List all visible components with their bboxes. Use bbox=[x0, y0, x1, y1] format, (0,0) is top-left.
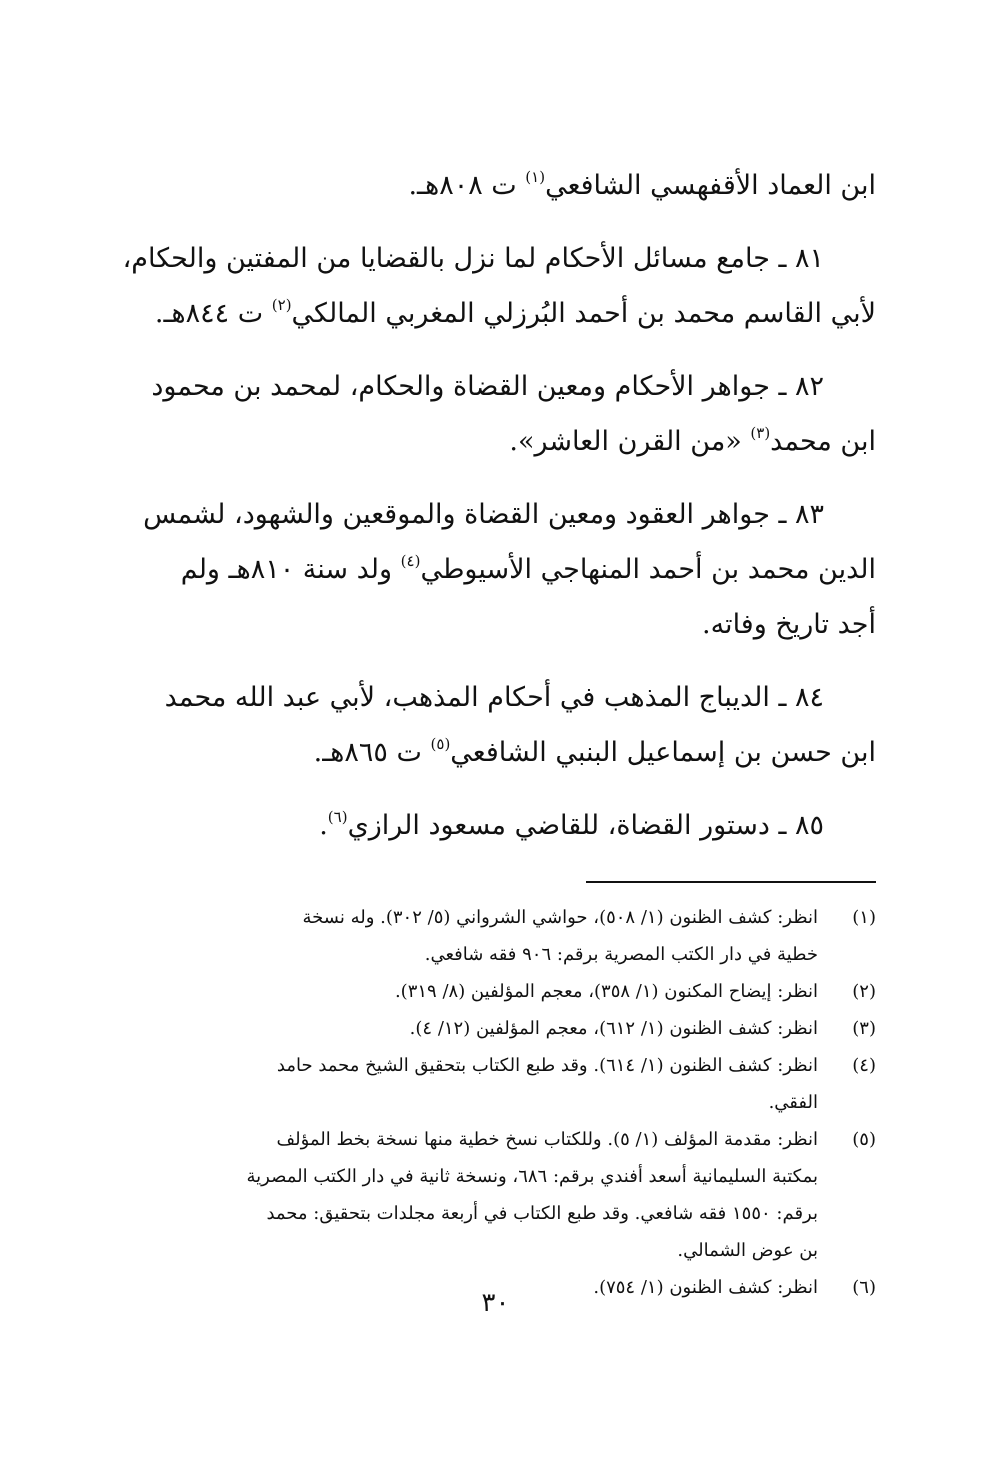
footnote-text: انظر: إيضاح المكنون (١/ ٣٥٨)، معجم المؤلفين (٨/ ٣١٩). bbox=[394, 981, 818, 1002]
text-line: أجد تاريخ وفاته. bbox=[702, 609, 876, 640]
footnote-ref[interactable]: (٢) bbox=[271, 296, 292, 314]
footnote-ref[interactable]: (٣) bbox=[750, 424, 771, 442]
text-line: ٨٥ ـ دستور القضاة، للقاضي مسعود الرازي$^{(٦)}$. bbox=[319, 808, 824, 841]
entry-80-continuation bbox=[118, 158, 876, 213]
entry-84 bbox=[118, 670, 876, 780]
footnote-2 bbox=[118, 973, 876, 1010]
text-line: ٨٢ ـ جواهر الأحكام ومعين القضاة والحكام، لمحمد بن محمود bbox=[151, 371, 824, 402]
footnote-separator bbox=[586, 881, 876, 883]
footnote-text: انظر: مقدمة المؤلف (١/ ٥). وللكتاب نسخ خطية منها نسخة بخط المؤلف بمكتبة السليمانية أسعد أفندي برقم: ٦٨٦، ونسخة ثانية في دار الكتب المصرية برقم: ١٥٥٠ فقه شافعي. وقد طبع الكتاب في أربعة مجلدات بتحقيق: محمد بن عوض الشمالي. bbox=[246, 1129, 818, 1261]
text-line: ابن محمد$^{(٣)}$ «من القرن العاشر». bbox=[509, 424, 876, 457]
footnote-number: (٦) bbox=[852, 1277, 876, 1298]
text-line: ابن حسن بن إسماعيل البنبي الشافعي$^{(٥)}$ ت ٨٦٥هـ. bbox=[313, 735, 876, 768]
footnote-text: انظر: كشف الظنون (١/ ٦١٤). وقد طبع الكتاب بتحقيق الشيخ محمد حامد الفقي. bbox=[276, 1055, 818, 1113]
footnote-number: (٤) bbox=[852, 1055, 876, 1076]
footnote-number: (٥) bbox=[852, 1129, 876, 1150]
entry-85 bbox=[118, 798, 876, 853]
page-body bbox=[118, 158, 876, 1306]
main-text bbox=[118, 158, 876, 853]
footnote-3 bbox=[118, 1010, 876, 1047]
footnote-1 bbox=[118, 899, 876, 973]
footnote-number: (٣) bbox=[852, 1018, 876, 1039]
footnote-ref[interactable]: (٤) bbox=[400, 552, 421, 570]
footnote-ref[interactable]: (١) bbox=[525, 168, 546, 186]
footnote-ref[interactable]: (٥) bbox=[430, 735, 451, 753]
entry-83 bbox=[118, 487, 876, 652]
footnote-text: انظر: كشف الظنون (١/ ٧٥٤). bbox=[593, 1277, 818, 1298]
footnote-ref[interactable]: (٦) bbox=[327, 808, 348, 826]
footnotes bbox=[118, 899, 876, 1306]
footnote-5 bbox=[118, 1121, 876, 1269]
entry-81 bbox=[118, 231, 876, 341]
footnote-number: (١) bbox=[852, 907, 876, 928]
text-line: الدين محمد بن أحمد المنهاجي الأسيوطي$^{(٤)}$ ولد سنة ٨١٠هـ ولم bbox=[180, 552, 876, 585]
footnote-text: انظر: كشف الظنون (١/ ٥٠٨)، حواشي الشرواني (٥/ ٣٠٢). وله نسخة خطية في دار الكتب المصرية برقم: ٩٠٦ فقه شافعي. bbox=[302, 907, 818, 965]
footnote-4 bbox=[118, 1047, 876, 1121]
footnote-number: (٢) bbox=[852, 981, 876, 1002]
text-line: ابن العماد الأقفهسي الشافعي$^{(١)}$ ت ٨٠٨هـ. bbox=[408, 168, 876, 201]
text-line: لأبي القاسم محمد بن أحمد البُرزلي المغربي المالكي$^{(٢)}$ ت ٨٤٤هـ. bbox=[154, 296, 876, 329]
page-number: ٣٠ bbox=[481, 1288, 510, 1318]
text-line: ٨٤ ـ الديباج المذهب في أحكام المذهب، لأبي عبد الله محمد bbox=[164, 682, 824, 713]
footnote-text: انظر: كشف الظنون (١/ ٦١٢)، معجم المؤلفين (١٢/ ٤). bbox=[409, 1018, 818, 1039]
text-line: ٨٣ ـ جواهر العقود ومعين القضاة والموقعين والشهود، لشمس bbox=[143, 499, 824, 530]
entry-82 bbox=[118, 359, 876, 469]
text-line: ٨١ ـ جامع مسائل الأحكام لما نزل بالقضايا من المفتين والحكام، bbox=[122, 243, 824, 274]
